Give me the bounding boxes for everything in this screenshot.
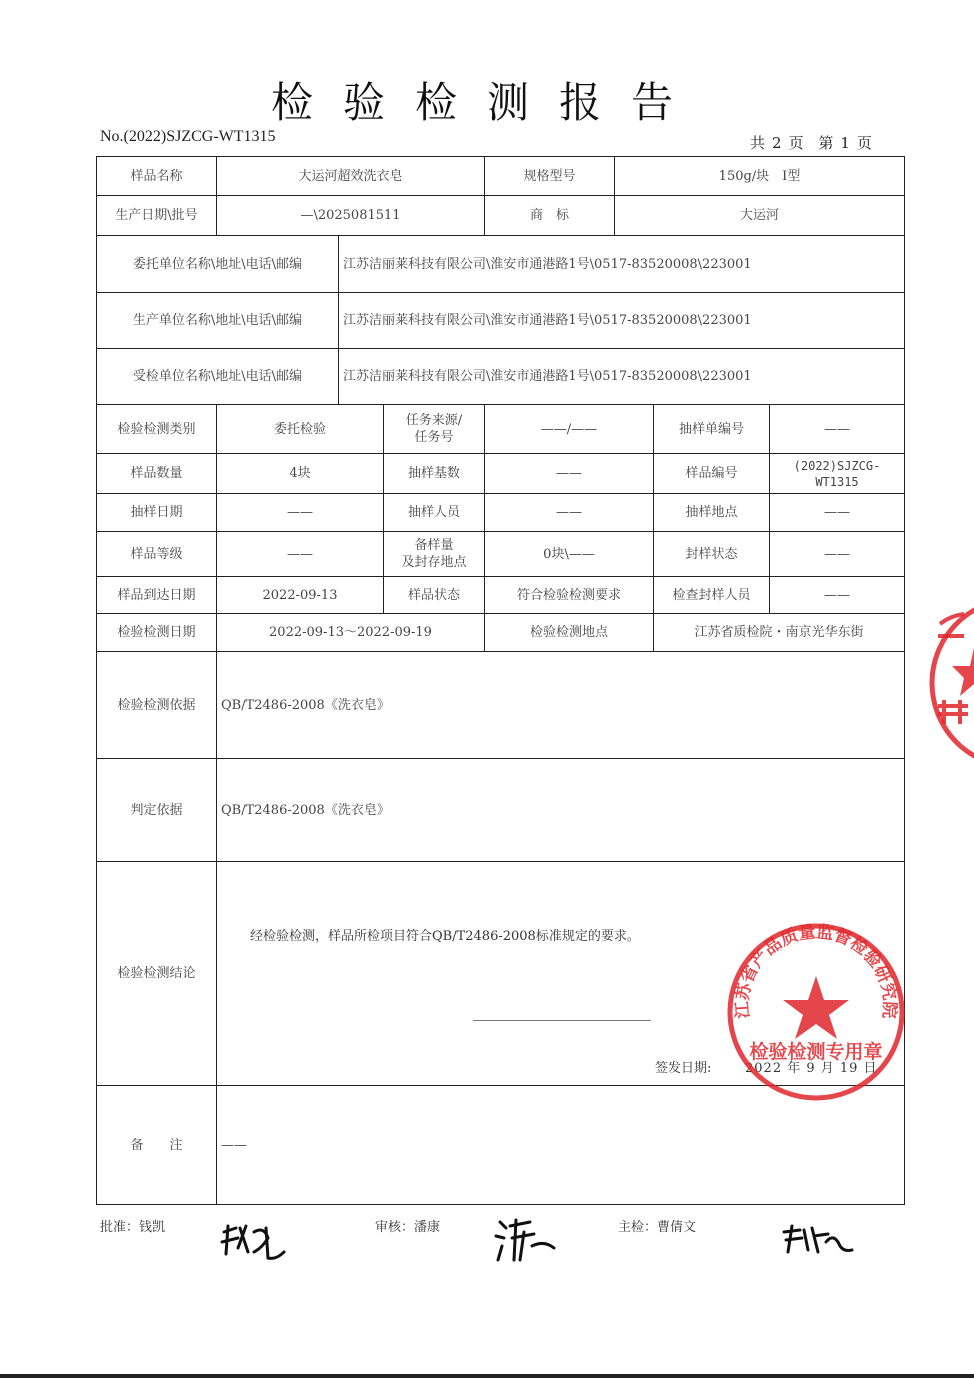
client-value: 江苏洁丽莱科技有限公司\淮安市通港路1号\0517-83520008\223001 bbox=[338, 235, 905, 293]
backup-label: 备样量 及封存地点 bbox=[383, 531, 485, 577]
sampling-no-label: 抽样单编号 bbox=[653, 404, 770, 454]
svg-text:江苏省产品质量监督检验研究院: 江苏省产品质量监督检验研究院 bbox=[732, 922, 900, 1019]
conclusion-text: 经检验检测，样品所检项目符合QB/T2486-2008标准规定的要求。 bbox=[250, 929, 640, 944]
issue-date-label: 签发日期: bbox=[655, 1061, 712, 1076]
arrival-date-value: 2022-09-13 bbox=[216, 576, 384, 614]
sample-qty-label: 样品数量 bbox=[96, 453, 217, 494]
arrival-date-label: 样品到达日期 bbox=[96, 576, 217, 614]
sample-grade-label: 样品等级 bbox=[96, 531, 217, 577]
task-source-value: ——/—— bbox=[484, 404, 654, 454]
test-type-value: 委托检验 bbox=[216, 404, 384, 454]
sampling-place-value: —— bbox=[769, 493, 905, 532]
sample-state-value: 符合检验检测要求 bbox=[484, 576, 654, 614]
conclusion-divider bbox=[473, 1020, 651, 1021]
producer-value: 江苏洁丽莱科技有限公司\淮安市通港路1号\0517-83520008\223001 bbox=[338, 292, 905, 349]
svg-text:检验检测专用章: 检验检测专用章 bbox=[749, 1041, 883, 1063]
lead-signature bbox=[778, 1222, 854, 1258]
approver-label: 批准：钱凯 bbox=[100, 1220, 166, 1235]
sample-grade-value: —— bbox=[216, 531, 384, 577]
inspected-value: 江苏洁丽莱科技有限公司\淮安市通港路1号\0517-83520008\223001 bbox=[338, 348, 905, 405]
sample-no-label: 样品编号 bbox=[653, 453, 770, 494]
partial-seal-stamp bbox=[924, 588, 974, 778]
inspected-label: 受检单位名称\地址\电话\邮编 bbox=[96, 348, 339, 405]
reviewer-signature bbox=[490, 1216, 560, 1266]
approver-signature bbox=[218, 1218, 290, 1262]
official-seal-stamp bbox=[722, 918, 910, 1106]
sample-no-value: (2022)SJZCG- WT1315 bbox=[769, 453, 905, 494]
basis-value: QB/T2486-2008《洗衣皂》 bbox=[216, 651, 905, 759]
test-place-label: 检验检测地点 bbox=[484, 613, 654, 652]
backup-value: 0块\—— bbox=[484, 531, 654, 577]
page-bottom-edge bbox=[0, 1374, 974, 1378]
seal-checker-label: 检查封样人员 bbox=[653, 576, 770, 614]
sample-name-value: 大运河超效洗衣皂 bbox=[216, 156, 485, 196]
test-date-value: 2022-09-13～2022-09-19 bbox=[216, 613, 485, 652]
remarks-label: 备 注 bbox=[96, 1085, 217, 1205]
spec-value: 150g/块 Ⅰ型 bbox=[614, 156, 905, 196]
conclusion-label: 检验检测结论 bbox=[96, 861, 217, 1086]
remarks-value: —— bbox=[216, 1085, 905, 1205]
sampling-date-value: —— bbox=[216, 493, 384, 532]
report-number: No.(2022)SJZCG-WT1315 bbox=[100, 128, 276, 145]
sample-qty-value: 4块 bbox=[216, 453, 384, 494]
page-info: 共 2 页 第 1 页 bbox=[750, 134, 875, 152]
seal-state-label: 封样状态 bbox=[653, 531, 770, 577]
reviewer-label: 审核：潘康 bbox=[375, 1220, 441, 1235]
sampling-date-label: 抽样日期 bbox=[96, 493, 217, 532]
issue-date: 2022 年 9 月 19 日 bbox=[745, 1061, 878, 1076]
trademark-value: 大运河 bbox=[614, 195, 905, 236]
sampling-place-label: 抽样地点 bbox=[653, 493, 770, 532]
sampling-base-value: —— bbox=[484, 453, 654, 494]
judge-basis-value: QB/T2486-2008《洗衣皂》 bbox=[216, 758, 905, 862]
test-date-label: 检验检测日期 bbox=[96, 613, 217, 652]
seal-state-value: —— bbox=[769, 531, 905, 577]
producer-label: 生产单位名称\地址\电话\邮编 bbox=[96, 292, 339, 349]
task-source-label: 任务来源/ 任务号 bbox=[383, 404, 485, 454]
prod-date-label: 生产日期\批号 bbox=[96, 195, 217, 236]
test-place-value: 江苏省质检院・南京光华东街 bbox=[653, 613, 905, 652]
sample-name-label: 样品名称 bbox=[96, 156, 217, 196]
seal-checker-value: —— bbox=[769, 576, 905, 614]
test-type-label: 检验检测类别 bbox=[96, 404, 217, 454]
basis-label: 检验检测依据 bbox=[96, 651, 217, 759]
spec-label: 规格型号 bbox=[484, 156, 615, 196]
sampling-base-label: 抽样基数 bbox=[383, 453, 485, 494]
sampler-label: 抽样人员 bbox=[383, 493, 485, 532]
sampler-value: —— bbox=[484, 493, 654, 532]
prod-date-value: —\2025081511 bbox=[216, 195, 485, 236]
lead-inspector-label: 主检：曹倩文 bbox=[618, 1220, 697, 1235]
judge-basis-label: 判定依据 bbox=[96, 758, 217, 862]
report-title: 检验检测报告 bbox=[270, 78, 703, 127]
client-label: 委托单位名称\地址\电话\邮编 bbox=[96, 235, 339, 293]
sampling-no-value: —— bbox=[769, 404, 905, 454]
sample-state-label: 样品状态 bbox=[383, 576, 485, 614]
trademark-label: 商 标 bbox=[484, 195, 615, 236]
